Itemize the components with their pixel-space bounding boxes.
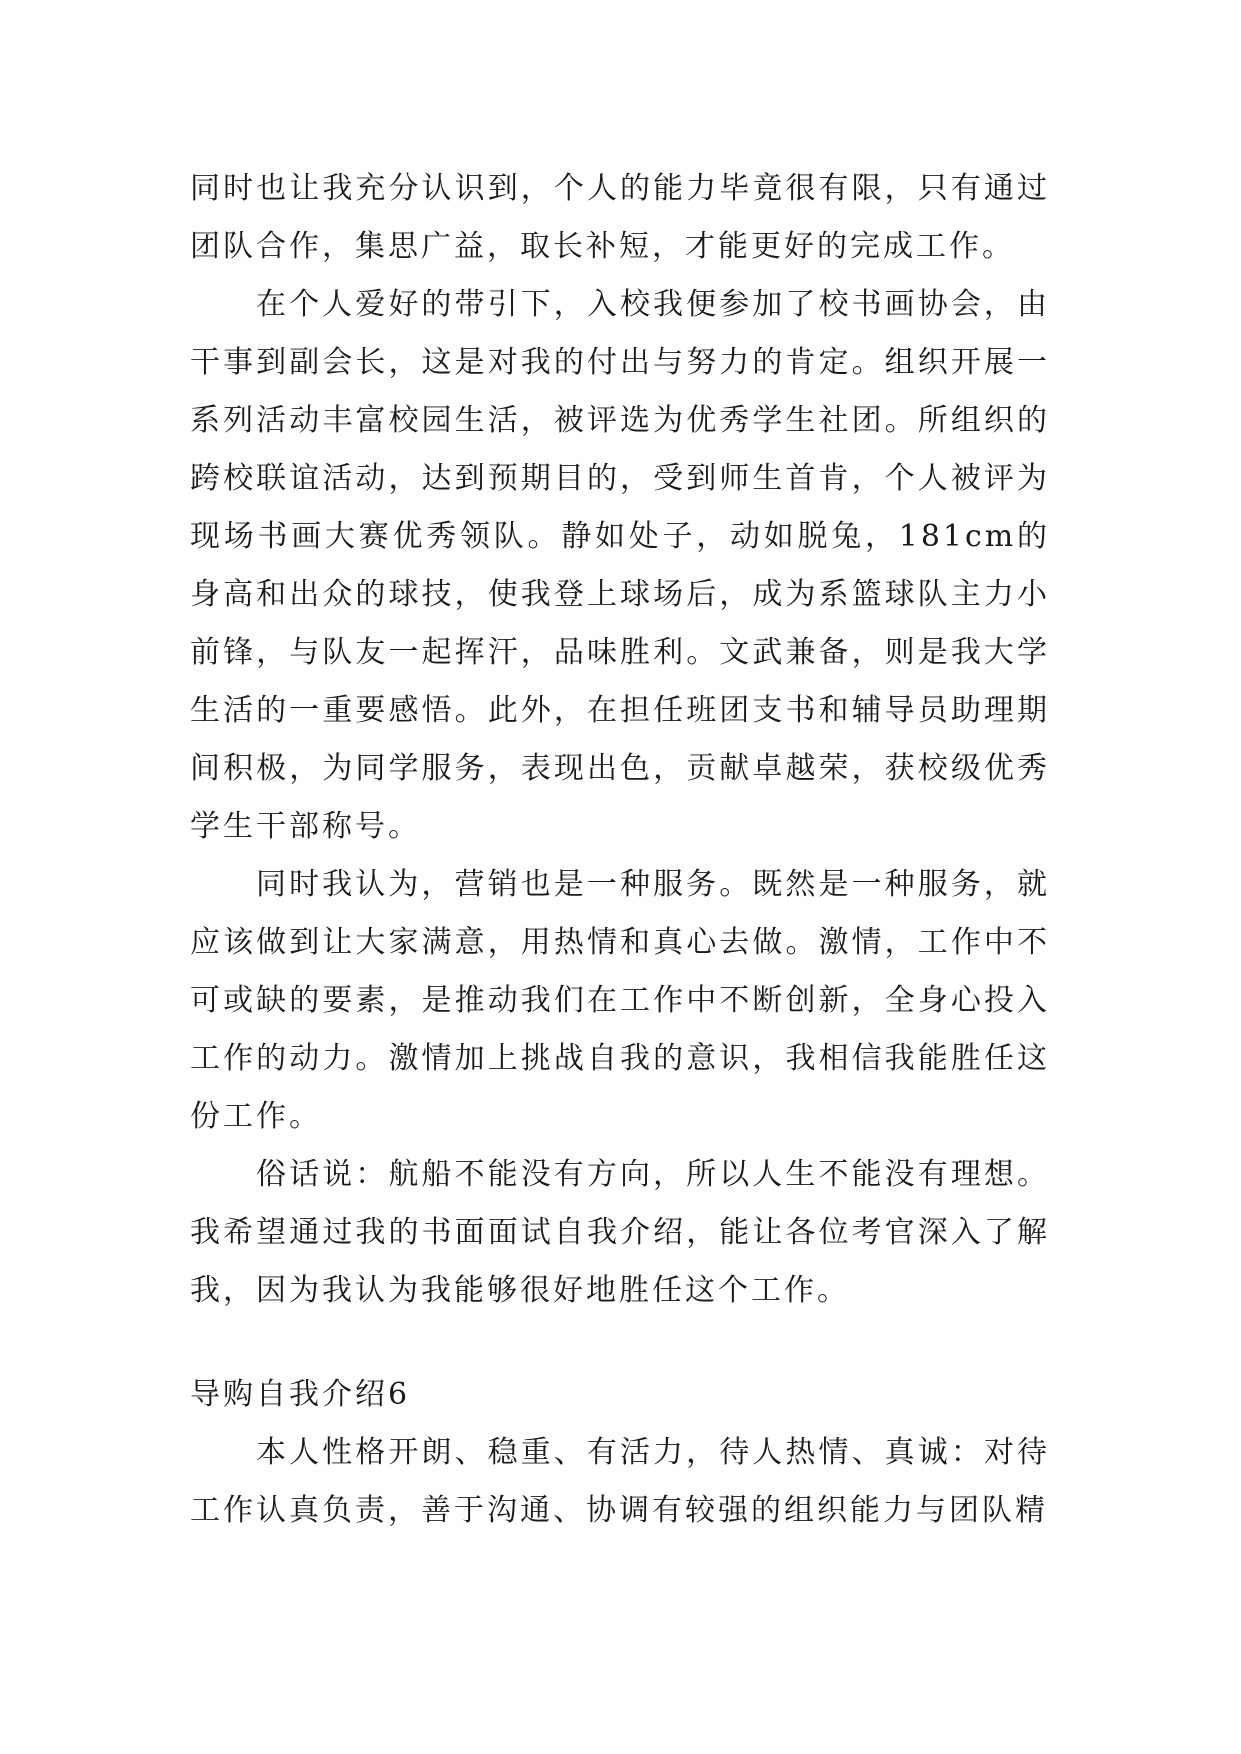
document-body — [190, 160, 1050, 1540]
paragraph-marketing-service: 同时我认为，营销也是一种服务。既然是一种服务，就应该做到让大家满意，用热情和真心去做。激情，工作中不可或缺的要素，是推动我们在工作中不断创新，全身心投入工作的动力。激情加上挑战自我的意识，我相信我能胜任这份工作。 — [190, 867, 1050, 1134]
paragraph-proverb: 俗话说：航船不能没有方向，所以人生不能没有理想。我希望通过我的书面面试自我介绍，能让各位考官深入了解我，因为我认为我能够很好地胜任这个工作。 — [190, 1157, 1050, 1308]
paragraph-teamwork: 同时也让我充分认识到，个人的能力毕竟很有限，只有通过团队合作，集思广益，取长补短，才能更好的完成工作。 — [190, 171, 1050, 264]
paragraph-calligraphy-association: 在个人爱好的带引下，入校我便参加了校书画协会，由干事到副会长，这是对我的付出与努力的肯定。组织开展一系列活动丰富校园生活，被评选为优秀学生社团。所组织的跨校联谊活动，达到预期目的，受到师生首肯，个人被评为现场书画大赛优秀领队。静如处子，动如脱兔，181cm的身高和出众的球技，使我登上球场后，成为系篮球队主力小前锋，与队友一起挥汗，品味胜利。文武兼备，则是我大学生活的一重要感悟。此外，在担任班团支书和辅导员助理期间积极，为同学服务，表现出色，贡献卓越荣，获校级优秀学生干部称号。 — [190, 287, 1050, 844]
section-heading: 导购自我介绍6 — [190, 1377, 411, 1412]
paragraph-personality: 本人性格开朗、稳重、有活力，待人热情、真诚：对待工作认真负责，善于沟通、协调有较强的组织能力与团队精 — [190, 1435, 1050, 1528]
